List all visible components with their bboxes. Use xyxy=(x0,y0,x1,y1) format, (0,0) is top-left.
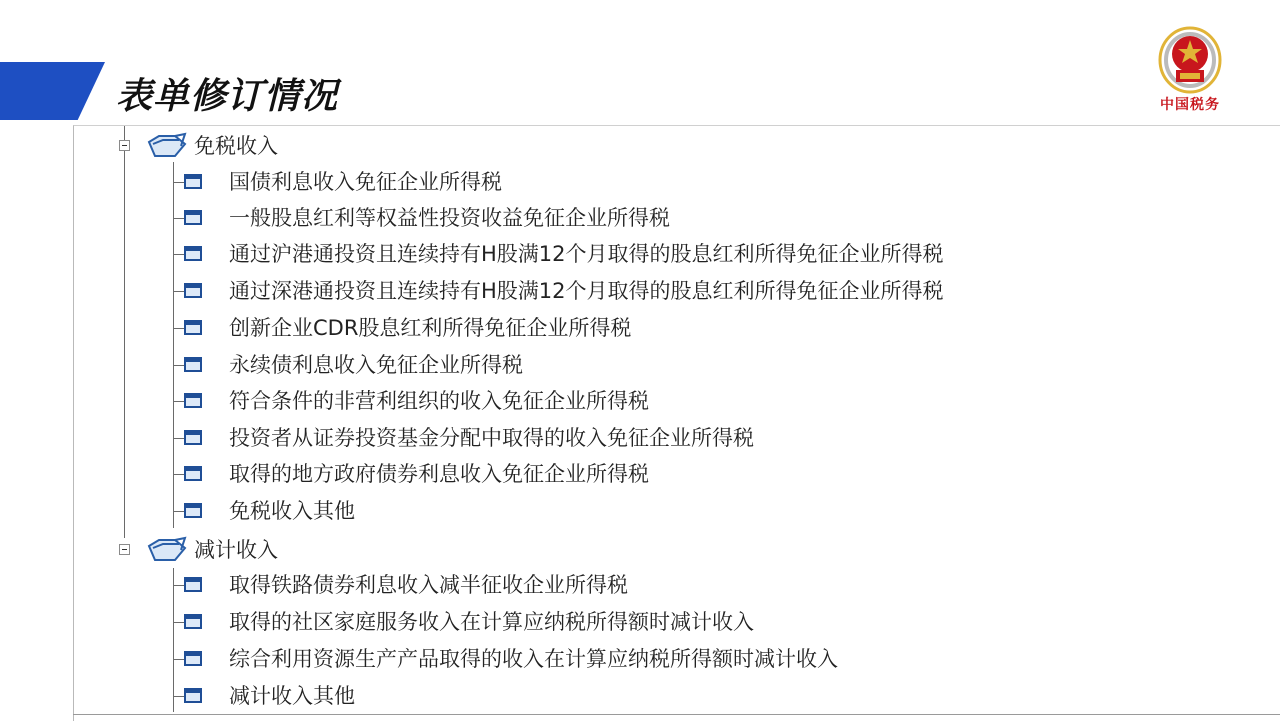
open-folder-icon xyxy=(145,536,189,564)
tree-view xyxy=(73,125,1280,721)
tree-item[interactable] xyxy=(74,236,1280,272)
form-icon xyxy=(182,391,204,411)
tree-item-label: 综合利用资源生产产品取得的收入在计算应纳税所得额时减计收入 xyxy=(229,647,838,671)
tree-item-label: 取得的地方政府债券利息收入免征企业所得税 xyxy=(229,462,649,486)
tree-item-label: 符合条件的非营利组织的收入免征企业所得税 xyxy=(229,389,649,413)
tree-item[interactable] xyxy=(74,273,1280,309)
logo-text: 中国税务 xyxy=(1160,97,1220,113)
tree-item-label: 通过沪港通投资且连续持有H股满12个月取得的股息红利所得免征企业所得税 xyxy=(229,242,944,266)
tree-item-label: 国债利息收入免征企业所得税 xyxy=(229,170,502,194)
tree-item[interactable] xyxy=(74,310,1280,346)
form-icon xyxy=(182,686,204,706)
tree-bottom-border xyxy=(73,714,1280,715)
tree-group-tax-exempt-income[interactable] xyxy=(74,128,1280,164)
tree-item[interactable] xyxy=(74,383,1280,419)
form-icon xyxy=(182,649,204,669)
tax-emblem-logo xyxy=(1152,24,1228,120)
tree-item-label: 通过深港通投资且连续持有H股满12个月取得的股息红利所得免征企业所得税 xyxy=(229,279,944,303)
form-icon xyxy=(182,464,204,484)
tree-item-label: 取得铁路债券利息收入减半征收企业所得税 xyxy=(229,573,628,597)
form-icon xyxy=(182,172,204,192)
tree-item[interactable] xyxy=(74,493,1280,529)
emblem-icon xyxy=(1152,24,1228,96)
tree-item[interactable] xyxy=(74,604,1280,640)
form-icon xyxy=(182,355,204,375)
tree-item-label: 一般股息红利等权益性投资收益免征企业所得税 xyxy=(229,206,670,230)
tree-item[interactable] xyxy=(74,456,1280,492)
collapse-icon[interactable] xyxy=(119,140,130,151)
title-accent-band xyxy=(0,62,105,120)
tree-item[interactable] xyxy=(74,164,1280,200)
tree-group-label: 减计收入 xyxy=(194,538,278,562)
tree-item-label: 永续债利息收入免征企业所得税 xyxy=(229,353,523,377)
form-icon xyxy=(182,281,204,301)
tree-item[interactable] xyxy=(74,420,1280,456)
form-icon xyxy=(182,501,204,521)
form-icon xyxy=(182,575,204,595)
tree-item[interactable] xyxy=(74,678,1280,714)
tree-group-reduced-income[interactable] xyxy=(74,532,1280,568)
open-folder-icon xyxy=(145,132,189,160)
tree-item-label: 取得的社区家庭服务收入在计算应纳税所得额时减计收入 xyxy=(229,610,754,634)
form-icon xyxy=(182,244,204,264)
tree-item[interactable] xyxy=(74,347,1280,383)
tree-item-label: 免税收入其他 xyxy=(229,499,355,523)
form-icon xyxy=(182,612,204,632)
form-icon xyxy=(182,428,204,448)
tree-item[interactable] xyxy=(74,641,1280,677)
tree-item[interactable] xyxy=(74,200,1280,236)
form-icon xyxy=(182,208,204,228)
collapse-icon[interactable] xyxy=(119,544,130,555)
tree-item-label: 减计收入其他 xyxy=(229,684,355,708)
tree-item-label: 创新企业CDR股息红利所得免征企业所得税 xyxy=(229,316,632,340)
form-icon xyxy=(182,318,204,338)
tree-item-label: 投资者从证券投资基金分配中取得的收入免征企业所得税 xyxy=(229,426,754,450)
page-title: 表单修订情况 xyxy=(116,76,339,117)
tree-item[interactable] xyxy=(74,567,1280,603)
tree-group-label: 免税收入 xyxy=(194,134,278,158)
